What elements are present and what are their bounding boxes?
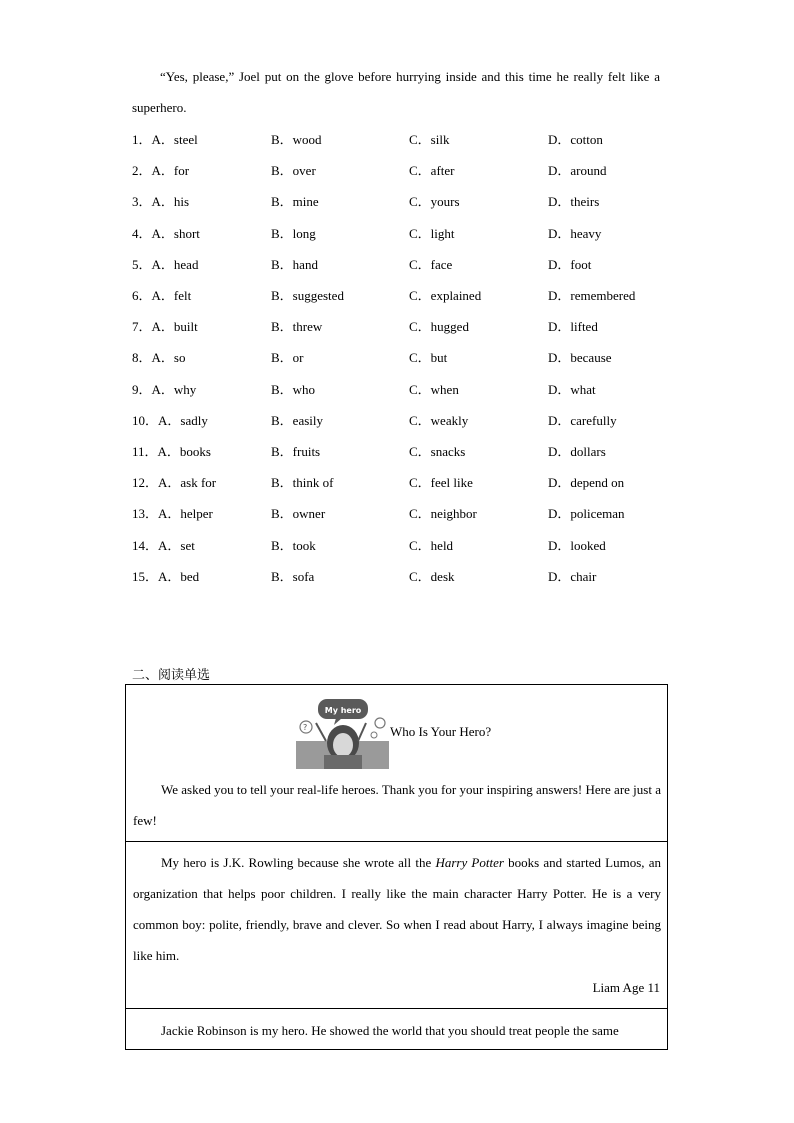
option-c: C．when <box>409 381 459 397</box>
option-d: D．cotton <box>548 132 603 147</box>
option-c: C．silk <box>409 132 450 147</box>
option-c: C．after <box>409 163 455 179</box>
option-a: A．steel <box>151 132 198 147</box>
question-number: 12． <box>132 475 159 491</box>
jackie-paragraph: Jackie Robinson is my hero. He showed the world that you should treat people the same <box>161 1023 619 1038</box>
option-d: D．depend on <box>548 475 625 491</box>
option-row <box>132 223 672 243</box>
question-number: 2． <box>132 163 152 179</box>
hero-illustration <box>296 693 389 769</box>
option-d: D．policeman <box>548 506 625 522</box>
option-a-group <box>132 254 198 273</box>
option-d: D．chair <box>548 568 597 584</box>
option-a: A．felt <box>151 288 192 303</box>
option-a-group <box>132 566 199 585</box>
liam-signature: Liam Age 11 <box>592 980 660 995</box>
option-row <box>132 160 672 180</box>
option-d: D．foot <box>548 256 592 272</box>
question-number: 10． <box>132 412 159 428</box>
reading-intro: We asked you to tell your real-life heroes. Thank you for your inspiring answers! Here are just a few! <box>133 782 661 828</box>
option-b: B．mine <box>271 194 319 210</box>
option-a-group <box>132 535 195 554</box>
question-number: 13． <box>132 506 159 522</box>
option-c: C．light <box>409 225 455 241</box>
option-a: A．bed <box>158 568 200 584</box>
option-d: D．looked <box>548 537 606 553</box>
question-number: 5． <box>132 256 152 272</box>
option-d: D．because <box>548 350 612 366</box>
option-row <box>132 254 672 274</box>
question-number: 4． <box>132 225 152 241</box>
svg-text:?: ? <box>303 723 308 732</box>
liam-text-1: My hero is J.K. Rowling because she wrote all the <box>161 855 436 870</box>
option-a: A．set <box>158 537 195 553</box>
option-c: C．weakly <box>409 412 469 428</box>
option-b: B．think of <box>271 475 334 491</box>
option-a-group <box>132 316 198 335</box>
question-number: 9． <box>132 381 152 397</box>
option-a: A．for <box>151 163 190 179</box>
option-a-group <box>132 503 213 522</box>
option-row <box>132 503 672 523</box>
option-b: B．wood <box>271 132 322 147</box>
option-a-group <box>132 129 198 148</box>
option-c: C．neighbor <box>409 506 477 522</box>
option-a: A．ask for <box>158 475 217 491</box>
option-c: C．but <box>409 350 448 366</box>
intro-paragraph: “Yes, please,” Joel put on the glove before hurrying inside and this time he really felt like a superhero. <box>132 69 660 115</box>
option-b: B．owner <box>271 506 326 522</box>
reading-title: Who Is Your Hero? <box>390 724 492 739</box>
option-a-group <box>132 191 189 210</box>
option-b: B．took <box>271 537 316 553</box>
option-c: C．feel like <box>409 475 473 491</box>
option-row <box>132 316 672 336</box>
option-b: B．suggested <box>271 288 344 303</box>
option-b: B．or <box>271 350 304 366</box>
option-a-group <box>132 347 185 366</box>
option-a-group <box>132 285 191 304</box>
option-b: B．long <box>271 225 316 241</box>
option-row <box>132 472 672 492</box>
option-b: B．fruits <box>271 444 321 459</box>
liam-text-2: books and started Lumos, an organization that helps poor children. I really like the main character Harry Potter. He is a very common boy: polite, friendly, brave and clever. So when I read about Harry, I always imagine being like him. <box>133 855 661 963</box>
question-number: 1． <box>132 132 152 147</box>
question-number: 8． <box>132 350 152 366</box>
option-d: D．lifted <box>548 319 598 335</box>
section-title: 二、阅读单选 <box>132 668 211 683</box>
option-a-group <box>132 379 196 398</box>
option-a: A．head <box>151 256 199 272</box>
option-a-group <box>132 223 200 242</box>
option-c: C．held <box>409 537 454 553</box>
option-b: B．threw <box>271 319 323 335</box>
option-c: C．desk <box>409 568 455 584</box>
question-number: 15． <box>132 568 159 584</box>
option-d: D．dollars <box>548 444 606 459</box>
option-a: A．short <box>151 225 200 241</box>
option-c: C．explained <box>409 288 482 303</box>
option-d: D．heavy <box>548 225 602 241</box>
option-a-group <box>132 160 189 179</box>
option-row <box>132 566 672 586</box>
option-row <box>132 410 672 430</box>
option-b: B．over <box>271 163 316 179</box>
option-c: C．snacks <box>409 444 466 459</box>
option-a-group <box>132 441 211 460</box>
option-b: B．who <box>271 381 316 397</box>
option-c: C．yours <box>409 194 460 210</box>
option-b: B．hand <box>271 256 318 272</box>
image-badge-text: My hero <box>324 706 362 715</box>
option-a: A．helper <box>158 506 213 522</box>
option-d: D．theirs <box>548 194 600 210</box>
option-c: C．face <box>409 256 453 272</box>
option-a: A．his <box>151 194 190 210</box>
question-number: 11． <box>132 444 158 459</box>
table-divider-1 <box>126 841 667 842</box>
option-d: D．remembered <box>548 288 636 303</box>
option-row <box>132 129 672 149</box>
option-d: D．what <box>548 381 596 397</box>
option-b: B．sofa <box>271 568 315 584</box>
question-number: 14． <box>132 537 159 553</box>
option-a: A．why <box>151 381 197 397</box>
book-title: Harry Potter <box>435 855 504 870</box>
question-number: 7． <box>132 319 152 335</box>
option-d: D．around <box>548 163 607 179</box>
option-a: A．sadly <box>158 412 208 428</box>
reading-table <box>125 684 668 1050</box>
option-row <box>132 379 672 399</box>
question-number: 3． <box>132 194 152 210</box>
option-c: C．hugged <box>409 319 469 335</box>
option-row <box>132 441 672 461</box>
option-a: A．built <box>151 319 198 335</box>
option-a-group <box>132 472 216 491</box>
option-a-group <box>132 410 208 429</box>
option-d: D．carefully <box>548 412 617 428</box>
option-b: B．easily <box>271 412 323 428</box>
option-a: A．books <box>157 444 211 459</box>
option-row <box>132 285 672 305</box>
liam-paragraph <box>133 847 661 971</box>
question-number: 6． <box>132 288 152 303</box>
option-row <box>132 535 672 555</box>
option-a: A．so <box>151 350 186 366</box>
option-row <box>132 347 672 367</box>
option-row <box>132 191 672 211</box>
table-divider-2 <box>126 1008 667 1009</box>
